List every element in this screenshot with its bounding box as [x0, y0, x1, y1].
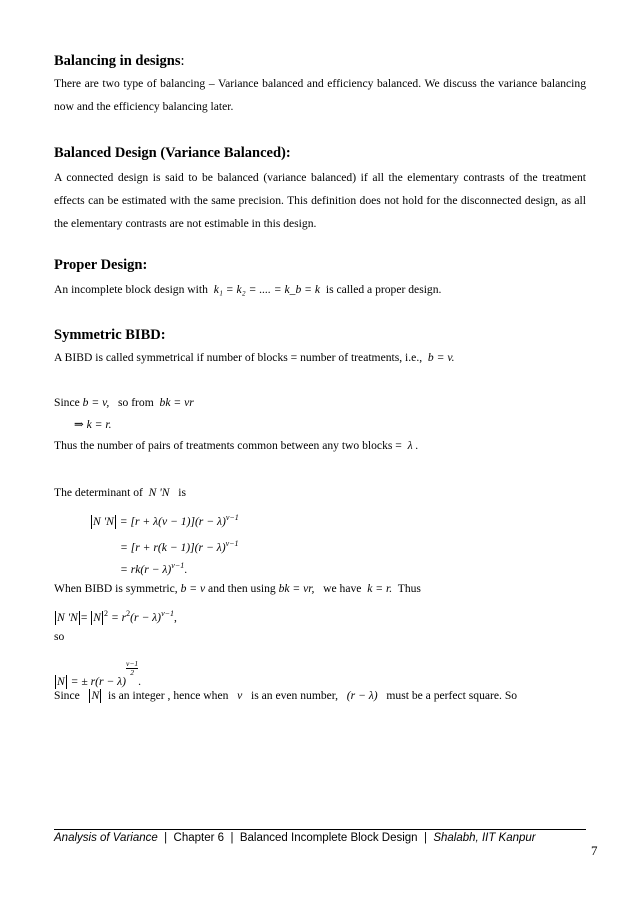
text-line: A BIBD is called symmetrical if number of blocks = number of treatments, i.e., b = v. [54, 351, 455, 364]
paragraph: An incomplete block design with k₁ = k₂ = .... = k_b = k is called a proper design. [54, 283, 442, 296]
footer-topic: Balanced Incomplete Block Design [239, 832, 418, 844]
text-line: The determinant of N 'N is [54, 486, 186, 499]
section-proper-design [54, 257, 586, 301]
equation: N 'N = N $^2 = r^2(r - \lambda)^{v-1}$, [57, 609, 177, 624]
page-number: 7 [591, 843, 598, 858]
text-line: When BIBD is symmetric, b = v and then using bk = vr, we have k = r. Thus [54, 582, 421, 595]
paragraph: There are two type of balancing – Variance balanced and efficiency balanced. We discuss the variance balancing now and the efficiency balancing later. [54, 77, 586, 113]
section-balancing [54, 53, 586, 118]
section-heading: Proper Design: [54, 257, 148, 273]
footer-chapter: Chapter 6 [173, 832, 225, 844]
section-heading: Balancing in designs: [54, 53, 185, 69]
footer-title: Analysis of Variance [54, 832, 158, 844]
footer-author: Shalabh, IIT Kanpur [433, 832, 536, 844]
page-footer: Analysis of Variance | Chapter 6 | Balanced Incomplete Block Design | Shalabh, IIT Kanpur [54, 832, 536, 844]
text-line: Since N is an integer , hence when v is an even number, (r − λ) must be a perfect square. So [54, 689, 518, 702]
text-line: Thus the number of pairs of treatments common between any two blocks = λ . [54, 439, 419, 452]
text-line: so [54, 630, 65, 643]
equation: ⇒ k = r. [74, 418, 112, 431]
section-heading: Symmetric BIBD: [54, 327, 166, 343]
equation: = $[r + r(k - 1)](r - \lambda)^{v-1}$ [120, 539, 239, 554]
section-balanced-design [54, 145, 586, 235]
section-heading: Balanced Design (Variance Balanced): [54, 145, 291, 161]
text-line: Since b = v, so from bk = vr [54, 396, 194, 409]
equation: N = ± r(r − λ) $\frac{v-1}{2}$ . [57, 659, 142, 688]
formula: k₁ = k₂ = .... = k_b = k [213, 283, 321, 296]
section-symmetric-bibd [54, 327, 586, 344]
equation: N '$N = [r + \lambda(v - 1)](r - \lambda)^{v-1}$ [93, 513, 239, 528]
paragraph: A connected design is said to be balanced (variance balanced) if all the elementary contrasts of the treatment effects can be estimated with the same precision. This definition does not hold for the disconnected design, as all the elementary contrasts are not estimable in this design. [54, 171, 586, 230]
equation: = $rk(r - \lambda)^{v-1}$. [120, 561, 188, 576]
footer-divider [54, 829, 586, 830]
